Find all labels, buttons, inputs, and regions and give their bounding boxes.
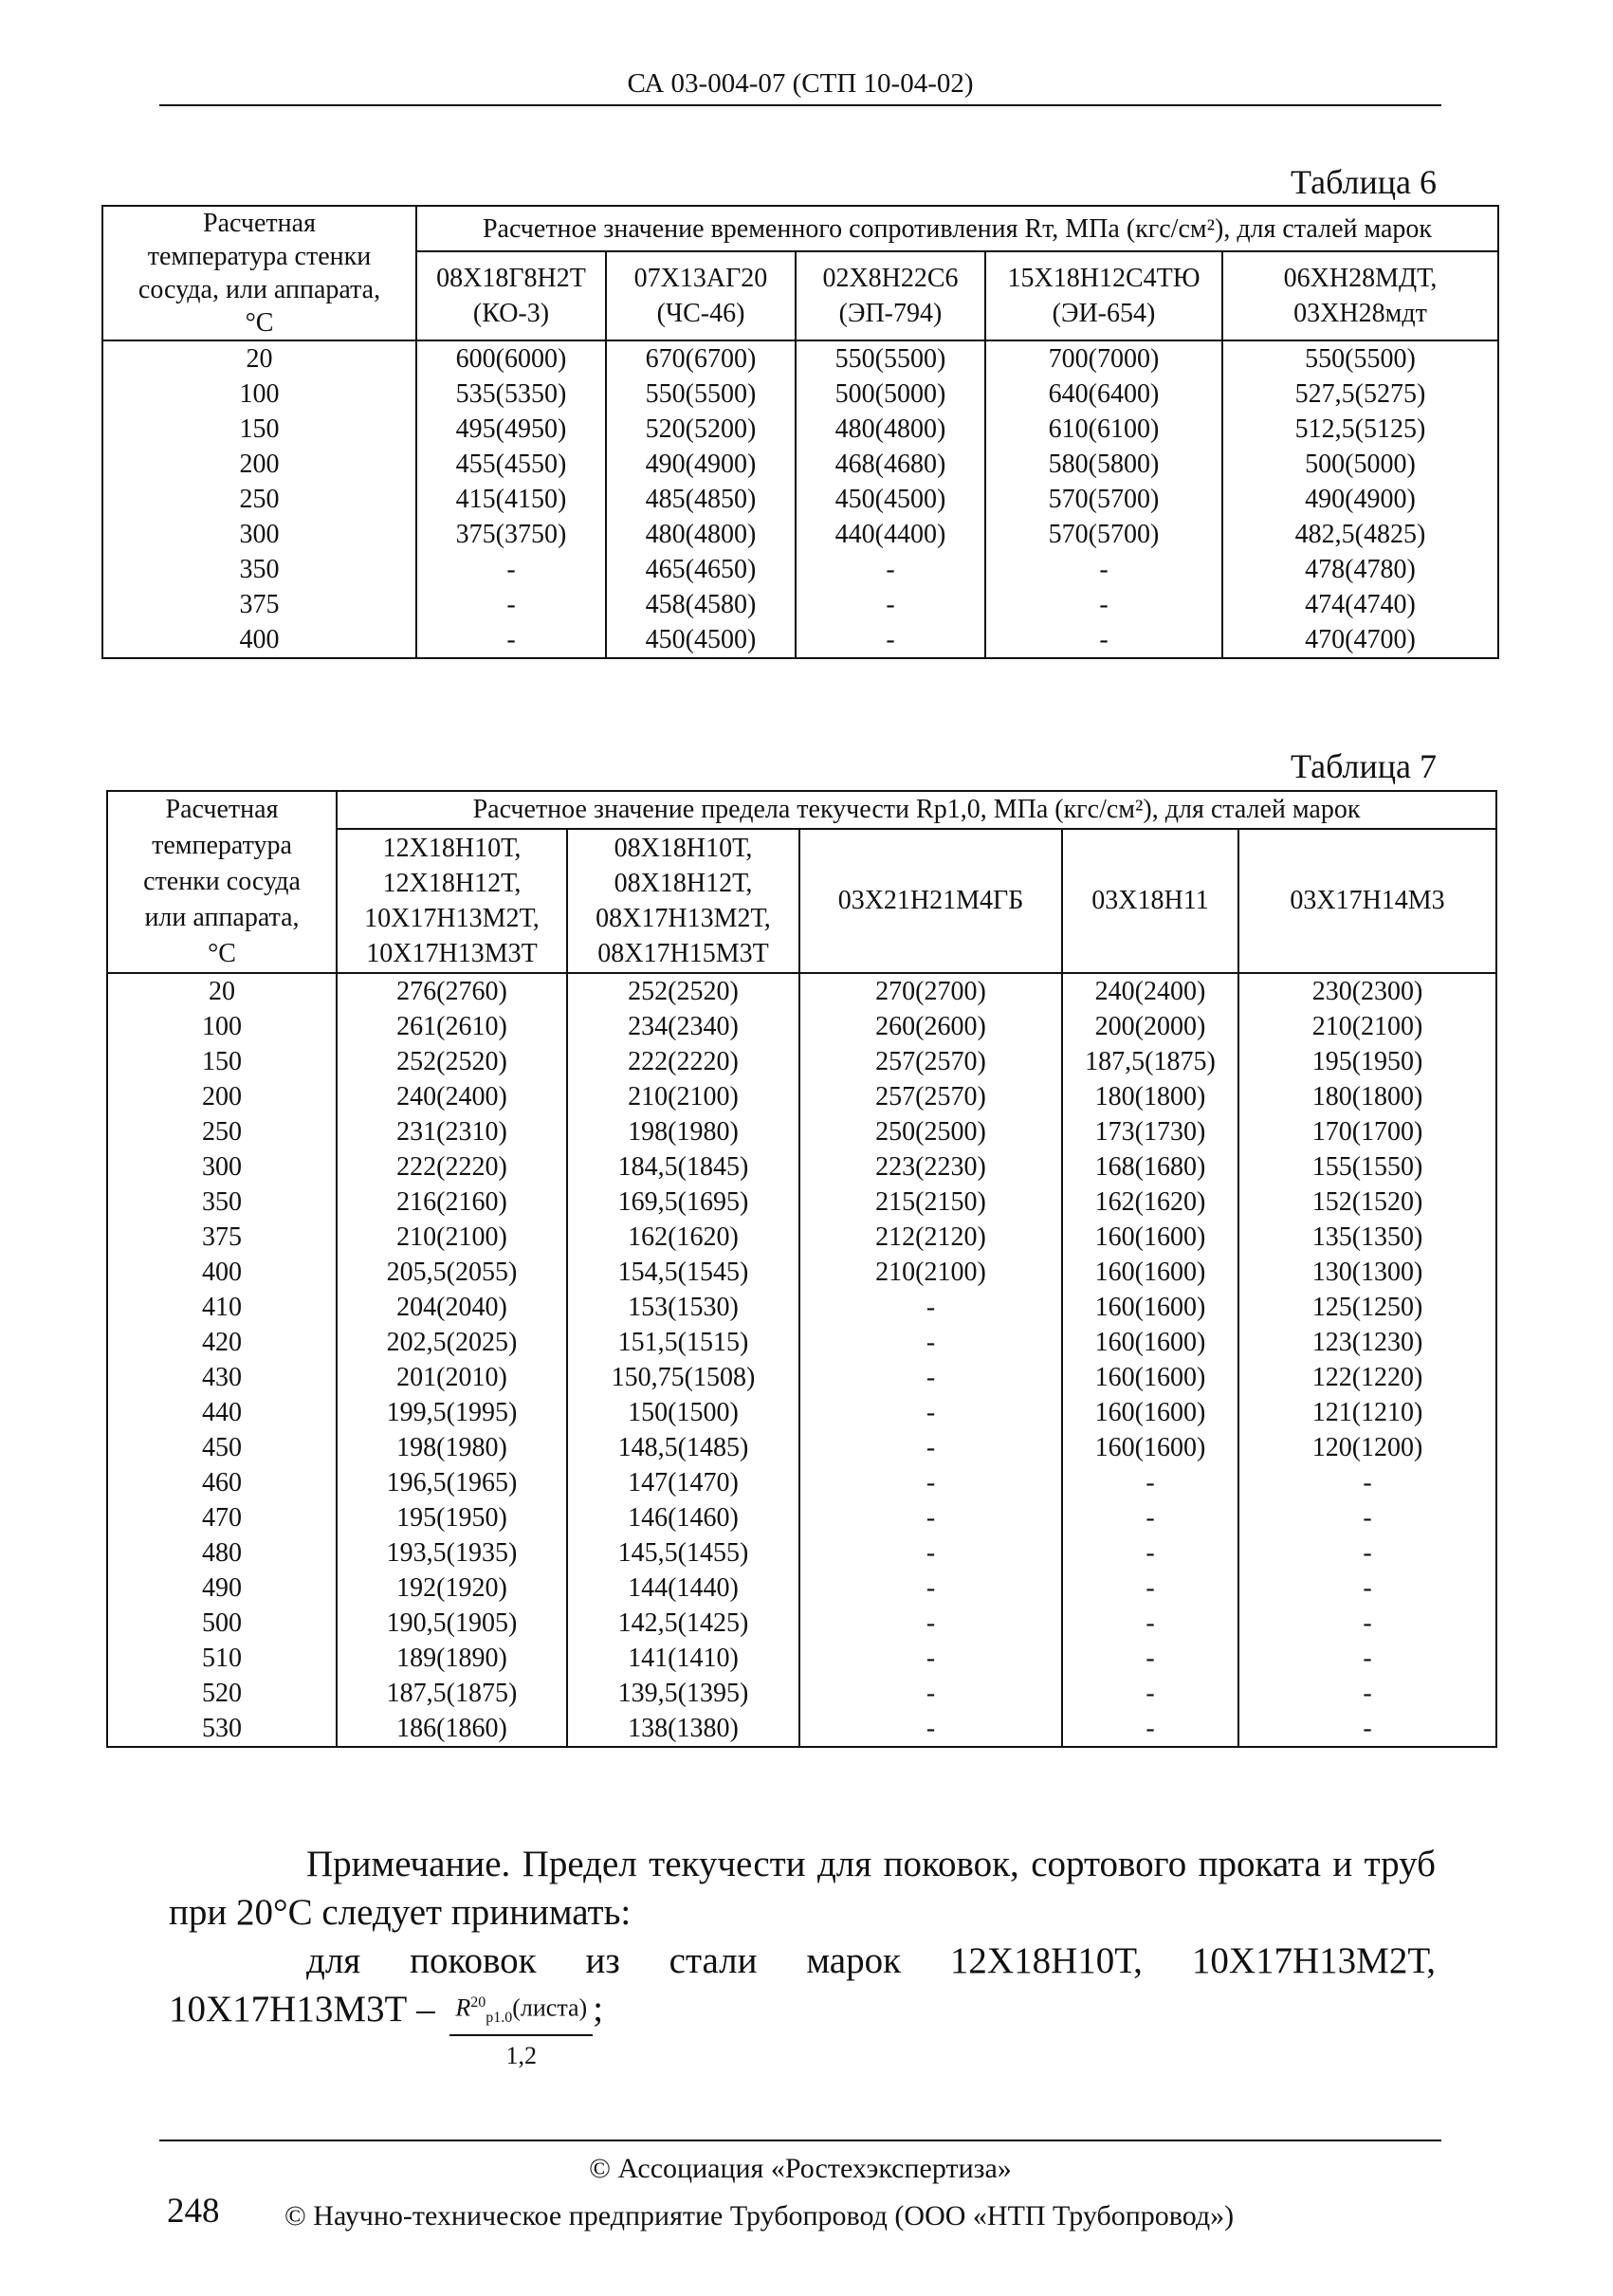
- value-cell: -: [796, 622, 985, 658]
- steel-grade-header-cell: [567, 829, 799, 973]
- temperature-cell: 400: [102, 622, 416, 658]
- steel-grade-line: 07Х13АГ20: [633, 264, 768, 294]
- value-cell: 201(2010): [337, 1360, 567, 1395]
- steel-grade-header-cell: [796, 251, 985, 340]
- temperature-cell: 450: [107, 1430, 337, 1465]
- value-cell: 240(2400): [337, 1079, 567, 1114]
- temperature-cell: 350: [107, 1185, 337, 1220]
- value-cell: -: [799, 1465, 1062, 1500]
- steel-grade-header-cell: [799, 829, 1062, 973]
- value-cell: -: [799, 1570, 1062, 1606]
- value-cell: 210(2100): [567, 1079, 799, 1114]
- temperature-cell: 250: [102, 482, 416, 517]
- table-7-caption: Таблица 7: [1291, 747, 1437, 785]
- value-cell: -: [799, 1360, 1062, 1395]
- value-cell: 600(6000): [416, 340, 606, 377]
- temperature-cell: 100: [107, 1009, 337, 1044]
- temperature-cell: 250: [107, 1114, 337, 1149]
- value-cell: 222(2220): [567, 1044, 799, 1079]
- temperature-header-line: стенки сосуда: [143, 867, 301, 896]
- value-cell: 527,5(5275): [1222, 377, 1498, 412]
- value-cell: 450(4500): [796, 482, 985, 517]
- value-cell: 195(1950): [337, 1500, 567, 1535]
- value-cell: -: [1238, 1641, 1496, 1676]
- value-cell: 222(2220): [337, 1149, 567, 1185]
- value-cell: 260(2600): [799, 1009, 1062, 1044]
- temperature-cell: 300: [102, 517, 416, 552]
- table-row: [107, 1641, 1496, 1676]
- value-cell: 550(5500): [606, 377, 796, 412]
- table-row: [107, 1325, 1496, 1360]
- value-cell: 375(3750): [416, 517, 606, 552]
- steel-grade-line: 15Х18Н12С4ТЮ: [1007, 264, 1201, 294]
- value-cell: -: [799, 1535, 1062, 1570]
- value-cell: 160(1600): [1062, 1220, 1238, 1255]
- value-cell: 152(1520): [1238, 1185, 1496, 1220]
- value-cell: 173(1730): [1062, 1114, 1238, 1149]
- temperature-cell: 100: [102, 377, 416, 412]
- value-cell: 570(5700): [985, 482, 1222, 517]
- temperature-cell: 440: [107, 1395, 337, 1430]
- value-cell: -: [1062, 1606, 1238, 1641]
- value-cell: 252(2520): [337, 1044, 567, 1079]
- value-cell: 160(1600): [1062, 1325, 1238, 1360]
- value-cell: 485(4850): [606, 482, 796, 517]
- value-cell: -: [1238, 1570, 1496, 1606]
- value-cell: 138(1380): [567, 1711, 799, 1747]
- steel-grade-line: 10Х17Н13М3Т: [366, 938, 538, 968]
- value-cell: 450(4500): [606, 622, 796, 658]
- value-cell: 640(6400): [985, 377, 1222, 412]
- value-cell: -: [796, 552, 985, 587]
- value-cell: 610(6100): [985, 412, 1222, 447]
- temperature-cell: 420: [107, 1325, 337, 1360]
- value-cell: 196,5(1965): [337, 1465, 567, 1500]
- steel-grade-line: 06ХН28МДТ,: [1283, 264, 1438, 294]
- value-cell: 125(1250): [1238, 1290, 1496, 1325]
- table-row: [107, 1606, 1496, 1641]
- temperature-cell: 460: [107, 1465, 337, 1500]
- steel-grade-line: 03ХН28мдт: [1293, 299, 1427, 329]
- steel-grade-line: (ЭП-794): [838, 299, 943, 329]
- value-cell: -: [799, 1606, 1062, 1641]
- value-cell: 120(1200): [1238, 1430, 1496, 1465]
- value-cell: 193,5(1935): [337, 1535, 567, 1570]
- value-cell: 234(2340): [567, 1009, 799, 1044]
- value-cell: 230(2300): [1238, 973, 1496, 1009]
- temperature-header-line: или аппарата,: [144, 903, 300, 932]
- steel-grade-header-cell: [985, 251, 1222, 340]
- value-cell: -: [796, 587, 985, 622]
- steel-grade-line: 03Х18Н11: [1091, 886, 1209, 916]
- table-row: [107, 973, 1496, 1009]
- temperature-cell: 430: [107, 1360, 337, 1395]
- value-cell: 139,5(1395): [567, 1676, 799, 1711]
- temperature-cell: 500: [107, 1606, 337, 1641]
- footer-divider: [159, 2140, 1441, 2141]
- value-cell: 199,5(1995): [337, 1395, 567, 1430]
- temperature-cell: 375: [102, 587, 416, 622]
- value-cell: -: [1062, 1535, 1238, 1570]
- steel-grade-line: (ЧС-46): [656, 299, 745, 329]
- steel-grade-line: 02Х8Н22С6: [822, 264, 959, 294]
- table-row: [107, 1149, 1496, 1185]
- value-cell: 130(1300): [1238, 1255, 1496, 1290]
- value-cell: 148,5(1485): [567, 1430, 799, 1465]
- table-row: [107, 1395, 1496, 1430]
- temperature-header-line: температура стенки: [147, 242, 372, 271]
- value-cell: 160(1600): [1062, 1430, 1238, 1465]
- temperature-cell: 470: [107, 1500, 337, 1535]
- steel-grade-header-cell: [416, 251, 606, 340]
- steel-grade-line: 08Х17Н15М3Т: [597, 938, 769, 968]
- table-row: [107, 1290, 1496, 1325]
- value-cell: 151,5(1515): [567, 1325, 799, 1360]
- table-row: [102, 377, 1498, 412]
- value-cell: 257(2570): [799, 1044, 1062, 1079]
- table-row: [107, 1676, 1496, 1711]
- value-cell: -: [799, 1395, 1062, 1430]
- group-header-cell: Расчетное значение временного сопротивления Rт, МПа (кгс/см²), для сталей марок: [416, 206, 1498, 251]
- temperature-cell: 480: [107, 1535, 337, 1570]
- value-cell: -: [1062, 1465, 1238, 1500]
- value-cell: 276(2760): [337, 973, 567, 1009]
- table-row: [107, 1044, 1496, 1079]
- value-cell: 160(1600): [1062, 1255, 1238, 1290]
- steel-grade-line: 12Х18Н12Т,: [382, 868, 522, 898]
- steel-grade-header-cell: [1238, 829, 1496, 973]
- table-row: [102, 447, 1498, 482]
- value-cell: -: [1238, 1500, 1496, 1535]
- value-cell: -: [799, 1676, 1062, 1711]
- steel-grade-header-cell: [1222, 251, 1498, 340]
- value-cell: -: [799, 1641, 1062, 1676]
- table-row: [107, 1465, 1496, 1500]
- value-cell: 550(5500): [796, 340, 985, 377]
- temperature-cell: 200: [102, 447, 416, 482]
- note-paragraph: Примечание. Предел текучести для поковок, сортового проката и труб при 20°С следует принимать:: [169, 1844, 1436, 1933]
- value-cell: 478(4780): [1222, 552, 1498, 587]
- value-cell: 490(4900): [1222, 482, 1498, 517]
- note-formula-line: [169, 1985, 1436, 2070]
- temperature-cell: 20: [107, 973, 337, 1009]
- table-row: [102, 412, 1498, 447]
- steel-grade-line: 10Х17Н13М2Т,: [364, 903, 540, 933]
- table-6-caption: Таблица 6: [1291, 163, 1437, 201]
- value-cell: 192(1920): [337, 1570, 567, 1606]
- value-cell: 216(2160): [337, 1185, 567, 1220]
- value-cell: 150,75(1508): [567, 1360, 799, 1395]
- value-cell: 141(1410): [567, 1641, 799, 1676]
- value-cell: 142,5(1425): [567, 1606, 799, 1641]
- value-cell: 150(1500): [567, 1395, 799, 1430]
- value-cell: 122(1220): [1238, 1360, 1496, 1395]
- value-cell: 482,5(4825): [1222, 517, 1498, 552]
- value-cell: 189(1890): [337, 1641, 567, 1676]
- temperature-header-cell: [107, 791, 337, 973]
- value-cell: 535(5350): [416, 377, 606, 412]
- table-row: [102, 517, 1498, 552]
- value-cell: 252(2520): [567, 973, 799, 1009]
- temperature-header-line: °С: [208, 939, 236, 968]
- steel-grade-line: 08Х17Н13М2Т,: [596, 903, 771, 933]
- temperature-cell: 350: [102, 552, 416, 587]
- temperature-header-line: Расчетная: [165, 795, 279, 824]
- value-cell: -: [1238, 1676, 1496, 1711]
- value-cell: 465(4650): [606, 552, 796, 587]
- value-cell: 153(1530): [567, 1290, 799, 1325]
- table-header-row: [102, 206, 1498, 251]
- value-cell: 455(4550): [416, 447, 606, 482]
- value-cell: -: [1238, 1465, 1496, 1500]
- value-cell: -: [416, 622, 606, 658]
- value-cell: 495(4950): [416, 412, 606, 447]
- table-6: [101, 205, 1499, 659]
- value-cell: -: [1062, 1711, 1238, 1747]
- value-cell: 500(5000): [796, 377, 985, 412]
- footer-copyright-association: © Ассоциация «Ростехэкспертиза»: [589, 2153, 1012, 2184]
- table-row: [107, 1430, 1496, 1465]
- value-cell: 468(4680): [796, 447, 985, 482]
- value-cell: -: [1062, 1570, 1238, 1606]
- value-cell: 204(2040): [337, 1290, 567, 1325]
- temperature-header-cell: [102, 206, 416, 340]
- steel-grade-line: (КО-3): [472, 299, 550, 329]
- steel-grade-line: 08Х18Н10Т,: [614, 833, 753, 863]
- table-row: [107, 1220, 1496, 1255]
- temperature-cell: 400: [107, 1255, 337, 1290]
- value-cell: 200(2000): [1062, 1009, 1238, 1044]
- value-cell: 147(1470): [567, 1465, 799, 1500]
- table-row: [107, 1185, 1496, 1220]
- table-row: [107, 1114, 1496, 1149]
- value-cell: 135(1350): [1238, 1220, 1496, 1255]
- table-row: [102, 622, 1498, 658]
- value-cell: -: [799, 1290, 1062, 1325]
- value-cell: 440(4400): [796, 517, 985, 552]
- value-cell: 144(1440): [567, 1570, 799, 1606]
- value-cell: 215(2150): [799, 1185, 1062, 1220]
- temperature-cell: 490: [107, 1570, 337, 1606]
- note-steel-grade: 10Х17Н13М3Т –: [169, 1989, 435, 2030]
- value-cell: -: [799, 1325, 1062, 1360]
- value-cell: 210(2100): [1238, 1009, 1496, 1044]
- value-cell: 187,5(1875): [337, 1676, 567, 1711]
- value-cell: 500(5000): [1222, 447, 1498, 482]
- table-row: [107, 1711, 1496, 1747]
- value-cell: 480(4800): [796, 412, 985, 447]
- value-cell: 250(2500): [799, 1114, 1062, 1149]
- footer-copyright-enterprise: © Научно-техническое предприятие Трубопровод (ООО «НТП Трубопровод»): [284, 2200, 1235, 2232]
- steel-grade-line: 03Х17Н14М3: [1290, 886, 1445, 916]
- table-row: [102, 340, 1498, 377]
- value-cell: 490(4900): [606, 447, 796, 482]
- value-cell: 257(2570): [799, 1079, 1062, 1114]
- temperature-cell: 520: [107, 1676, 337, 1711]
- temperature-cell: 375: [107, 1220, 337, 1255]
- table-row: [102, 552, 1498, 587]
- value-cell: 240(2400): [1062, 973, 1238, 1009]
- steel-grade-header-cell: [1062, 829, 1238, 973]
- table-row: [107, 1500, 1496, 1535]
- note-block: [169, 1840, 1436, 2070]
- table-row: [107, 1009, 1496, 1044]
- value-cell: 160(1600): [1062, 1395, 1238, 1430]
- table-header-row: [107, 791, 1496, 829]
- value-cell: 160(1600): [1062, 1290, 1238, 1325]
- value-cell: 121(1210): [1238, 1395, 1496, 1430]
- steel-grade-line: 08Х18Н12Т,: [614, 868, 753, 898]
- yield-formula: [449, 1985, 593, 2070]
- temperature-cell: 300: [107, 1149, 337, 1185]
- note-forgings-line: для поковок из стали марок 12Х18Н10Т, 10Х17Н13М2Т,: [306, 1940, 1436, 1981]
- value-cell: 670(6700): [606, 340, 796, 377]
- value-cell: 580(5800): [985, 447, 1222, 482]
- value-cell: -: [1062, 1676, 1238, 1711]
- steel-grade-line: 12Х18Н10Т,: [382, 833, 522, 863]
- formula-denominator: 1,2: [505, 2041, 538, 2069]
- temperature-header-line: °С: [245, 308, 274, 338]
- table-row: [107, 1255, 1496, 1290]
- value-cell: 145,5(1455): [567, 1535, 799, 1570]
- value-cell: 146(1460): [567, 1500, 799, 1535]
- value-cell: -: [1238, 1535, 1496, 1570]
- value-cell: 160(1600): [1062, 1360, 1238, 1395]
- header-divider: [159, 104, 1441, 106]
- value-cell: -: [1062, 1641, 1238, 1676]
- temperature-cell: 150: [102, 412, 416, 447]
- temperature-cell: 510: [107, 1641, 337, 1676]
- value-cell: 123(1230): [1238, 1325, 1496, 1360]
- value-cell: 180(1800): [1238, 1079, 1496, 1114]
- value-cell: 415(4150): [416, 482, 606, 517]
- value-cell: 168(1680): [1062, 1149, 1238, 1185]
- table-row: [107, 1535, 1496, 1570]
- value-cell: 270(2700): [799, 973, 1062, 1009]
- temperature-cell: 410: [107, 1290, 337, 1325]
- value-cell: 261(2610): [337, 1009, 567, 1044]
- value-cell: -: [799, 1500, 1062, 1535]
- steel-grade-line: 08Х18Г8Н2Т: [436, 264, 586, 294]
- steel-grade-header-cell: [606, 251, 796, 340]
- value-cell: 180(1800): [1062, 1079, 1238, 1114]
- value-cell: 198(1980): [337, 1430, 567, 1465]
- value-cell: 231(2310): [337, 1114, 567, 1149]
- table-row: [102, 482, 1498, 517]
- value-cell: -: [1062, 1500, 1238, 1535]
- value-cell: 474(4740): [1222, 587, 1498, 622]
- value-cell: 480(4800): [606, 517, 796, 552]
- temperature-cell: 200: [107, 1079, 337, 1114]
- value-cell: 195(1950): [1238, 1044, 1496, 1079]
- page-header: СА 03-004-07 (СТП 10-04-02): [627, 68, 974, 99]
- value-cell: 210(2100): [799, 1255, 1062, 1290]
- value-cell: 198(1980): [567, 1114, 799, 1149]
- value-cell: 187,5(1875): [1062, 1044, 1238, 1079]
- value-cell: 205,5(2055): [337, 1255, 567, 1290]
- value-cell: 700(7000): [985, 340, 1222, 377]
- table-row: [102, 587, 1498, 622]
- temperature-header-line: температура: [152, 831, 292, 860]
- temperature-cell: 20: [102, 340, 416, 377]
- value-cell: 550(5500): [1222, 340, 1498, 377]
- group-header-cell: Расчетное значение предела текучести Rp1,0, МПа (кгс/см²), для сталей марок: [337, 791, 1496, 829]
- value-cell: 170(1700): [1238, 1114, 1496, 1149]
- value-cell: 458(4580): [606, 587, 796, 622]
- value-cell: -: [985, 552, 1222, 587]
- formula-semicolon: ;: [593, 1989, 604, 2030]
- steel-grade-header-cell: [337, 829, 567, 973]
- value-cell: -: [416, 587, 606, 622]
- temperature-cell: 150: [107, 1044, 337, 1079]
- value-cell: 512,5(5125): [1222, 412, 1498, 447]
- value-cell: -: [799, 1711, 1062, 1747]
- table-row: [107, 1570, 1496, 1606]
- value-cell: 520(5200): [606, 412, 796, 447]
- value-cell: 162(1620): [567, 1220, 799, 1255]
- temperature-cell: 530: [107, 1711, 337, 1747]
- steel-grade-line: 03Х21Н21М4ГБ: [837, 886, 1024, 916]
- value-cell: -: [985, 622, 1222, 658]
- value-cell: 212(2120): [799, 1220, 1062, 1255]
- page-number: 248: [167, 2192, 220, 2231]
- table-7: [106, 790, 1497, 1748]
- temperature-header-line: сосуда, или аппарата,: [137, 275, 381, 304]
- value-cell: -: [1238, 1711, 1496, 1747]
- value-cell: 202,5(2025): [337, 1325, 567, 1360]
- value-cell: 570(5700): [985, 517, 1222, 552]
- value-cell: 186(1860): [337, 1711, 567, 1747]
- formula-numerator: $R^{20}_{p1.0}(листа)$: [449, 1985, 593, 2036]
- steel-grade-line: (ЭИ-654): [1052, 299, 1156, 329]
- value-cell: 210(2100): [337, 1220, 567, 1255]
- temperature-header-line: Расчетная: [203, 209, 316, 238]
- value-cell: 184,5(1845): [567, 1149, 799, 1185]
- value-cell: 169,5(1695): [567, 1185, 799, 1220]
- value-cell: 162(1620): [1062, 1185, 1238, 1220]
- value-cell: 154,5(1545): [567, 1255, 799, 1290]
- table-row: [107, 1360, 1496, 1395]
- value-cell: -: [1238, 1606, 1496, 1641]
- value-cell: -: [985, 587, 1222, 622]
- value-cell: 470(4700): [1222, 622, 1498, 658]
- value-cell: 155(1550): [1238, 1149, 1496, 1185]
- value-cell: -: [799, 1430, 1062, 1465]
- value-cell: 190,5(1905): [337, 1606, 567, 1641]
- table-row: [107, 1079, 1496, 1114]
- value-cell: 223(2230): [799, 1149, 1062, 1185]
- value-cell: -: [416, 552, 606, 587]
